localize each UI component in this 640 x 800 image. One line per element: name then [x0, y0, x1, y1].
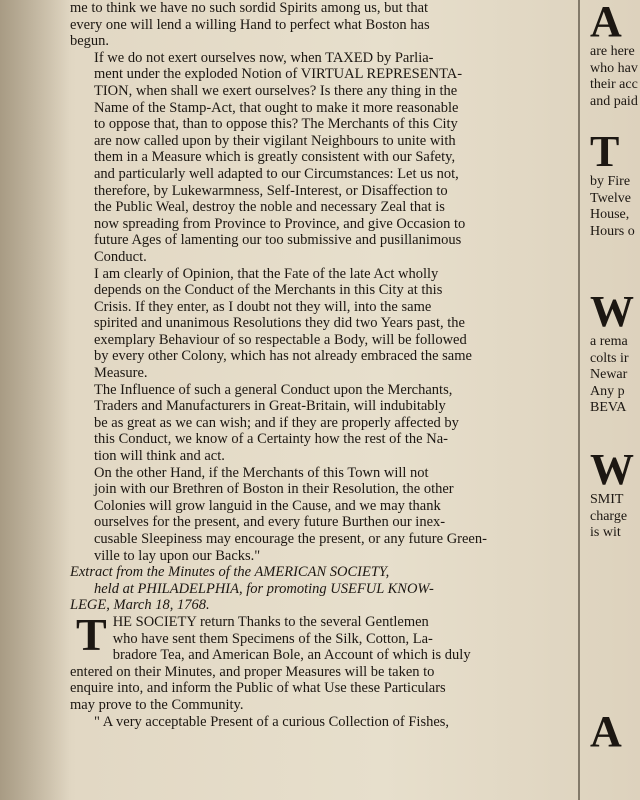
notice-w — [590, 287, 634, 417]
text-line: bradore Tea, and American Bole, an Account of which is duly — [112, 647, 471, 664]
text-line: a rema — [590, 334, 628, 349]
text-line: Name of the Stamp-Act, that ought to make it more reasonable — [94, 99, 459, 116]
drop-cap: W — [590, 445, 634, 494]
paragraph-taxed — [70, 50, 575, 266]
drop-cap: W — [590, 287, 634, 336]
text-line: and paid — [590, 93, 638, 109]
text-line: held at PHILADELPHIA, for promoting USEFUL KNOW- — [94, 580, 434, 597]
text-line: by Fire — [590, 174, 631, 189]
text-line: who hav — [590, 60, 638, 76]
paragraph-other-hand — [70, 465, 575, 565]
extract-heading — [70, 564, 575, 614]
text-line: Crisis. If they enter, as I doubt not they will, into the same — [94, 298, 432, 315]
notice-a2 — [590, 707, 622, 756]
text-line: every one will lend a willing Hand to perfect what Boston has — [70, 16, 430, 33]
text-line: be as great as we can wish; and if they are properly affected by — [94, 414, 459, 431]
text-line: Hours o — [590, 223, 635, 239]
text-line: therefore, by Lukewarmness, Self-Interest, or Disaffection to — [94, 182, 448, 199]
main-column — [70, 0, 575, 800]
text-line: TION, when shall we exert ourselves? Is there any thing in the — [94, 82, 458, 99]
text-line: is wit — [590, 525, 621, 541]
text-line: spirited and unanimous Resolutions they did two Years past, the — [94, 315, 465, 332]
drop-cap: A — [590, 707, 622, 756]
text-line: House, — [590, 207, 630, 223]
text-line: Conduct. — [94, 248, 147, 265]
text-line: and particularly well adapted to our Circumstances: Let us not, — [94, 165, 459, 182]
text-line: the Public Weal, destroy the noble and necessary Zeal that is — [94, 199, 445, 216]
drop-cap: A — [590, 0, 622, 46]
text-line: join with our Brethren of Boston in their Resolution, the other — [94, 481, 454, 498]
notice-a — [590, 0, 638, 110]
text-line: future Ages of lamenting our too submissive and pusillanimous — [94, 232, 462, 249]
text-line: On the other Hand, if the Merchants of this Town will not — [94, 464, 429, 481]
paragraph-influence — [70, 382, 575, 465]
text-line: Measure. — [94, 365, 148, 382]
page-fold-shadow — [0, 0, 70, 800]
text-line: exemplary Behaviour of so respectable a Body, will be followed — [94, 331, 467, 348]
paragraph-opinion — [70, 266, 575, 382]
column-divider — [578, 0, 580, 800]
text-line: tion will think and act. — [94, 448, 225, 465]
notice-t — [590, 127, 635, 240]
text-line: now spreading from Province to Province, and give Occasion to — [94, 215, 466, 232]
text-line: entered on their Minutes, and proper Measures will be taken to — [70, 663, 435, 680]
right-column — [584, 0, 640, 800]
text-line: cusable Sleepiness may encourage the present, or any future Green- — [94, 531, 487, 547]
text-line: to oppose that, than to oppose this? The Merchants of this City — [94, 116, 458, 133]
text-line: Traders and Manufacturers in Great-Britain, will indubitably — [94, 398, 446, 415]
text-line: ourselves for the present, and every future Burthen our inex- — [94, 514, 446, 531]
text-line: Newar — [590, 367, 628, 383]
text-line: I am clearly of Opinion, that the Fate of the late Act wholly — [94, 265, 439, 282]
drop-cap: T — [76, 608, 107, 660]
text-line: may prove to the Community. — [70, 696, 244, 713]
text-line: LEGE, March 18, 1768. — [70, 597, 210, 614]
text-line: me to think we have no such sordid Spirits among us, but that — [70, 0, 429, 16]
drop-cap: T — [590, 127, 620, 176]
text-line: are now called upon by their vigilant Neighbours to unite with — [94, 132, 456, 149]
text-line: who have sent them Specimens of the Silk, Cotton, La- — [112, 630, 433, 647]
text-line: ment under the exploded Notion of VIRTUAL REPRESENTA- — [94, 66, 463, 83]
text-line: colts ir — [590, 350, 629, 366]
society-paragraph — [70, 608, 575, 730]
text-line: by every other Colony, which has not already embraced the same — [94, 348, 472, 365]
text-line: are here — [590, 44, 635, 59]
text-line: them in a Measure which is greatly consistent with our Safety, — [94, 149, 456, 166]
text-line: SMIT — [590, 492, 624, 507]
text-line: Colonies will grow languid in the Cause, and we may thank — [94, 497, 441, 514]
notice-w2 — [590, 445, 634, 542]
text-line: Twelve — [590, 190, 632, 206]
text-line: their acc — [590, 77, 638, 93]
text-line: If we do not exert ourselves now, when TAXED by Parlia- — [94, 49, 434, 66]
text-line: HE SOCIETY return Thanks to the several Gentlemen — [112, 613, 429, 630]
text-line: Extract from the Minutes of the AMERICAN SOCIETY, — [70, 564, 390, 581]
text-line: begun. — [70, 33, 110, 50]
text-line: The Influence of such a general Conduct upon the Merchants, — [94, 381, 453, 398]
intro-paragraph — [70, 0, 575, 50]
text-line: enquire into, and inform the Public of what Use these Particulars — [70, 680, 446, 697]
text-line: charge — [590, 508, 628, 524]
text-line: Any p — [590, 383, 625, 399]
text-line: BEVA — [590, 400, 627, 416]
text-line: this Conduct, we know of a Certainty how the rest of the Na- — [94, 431, 448, 448]
text-line: ville to lay upon our Backs." — [94, 547, 261, 564]
text-line: depends on the Conduct of the Merchants in this City at this — [94, 282, 443, 299]
text-line: " A very acceptable Present of a curious Collection of Fishes, — [94, 713, 450, 730]
